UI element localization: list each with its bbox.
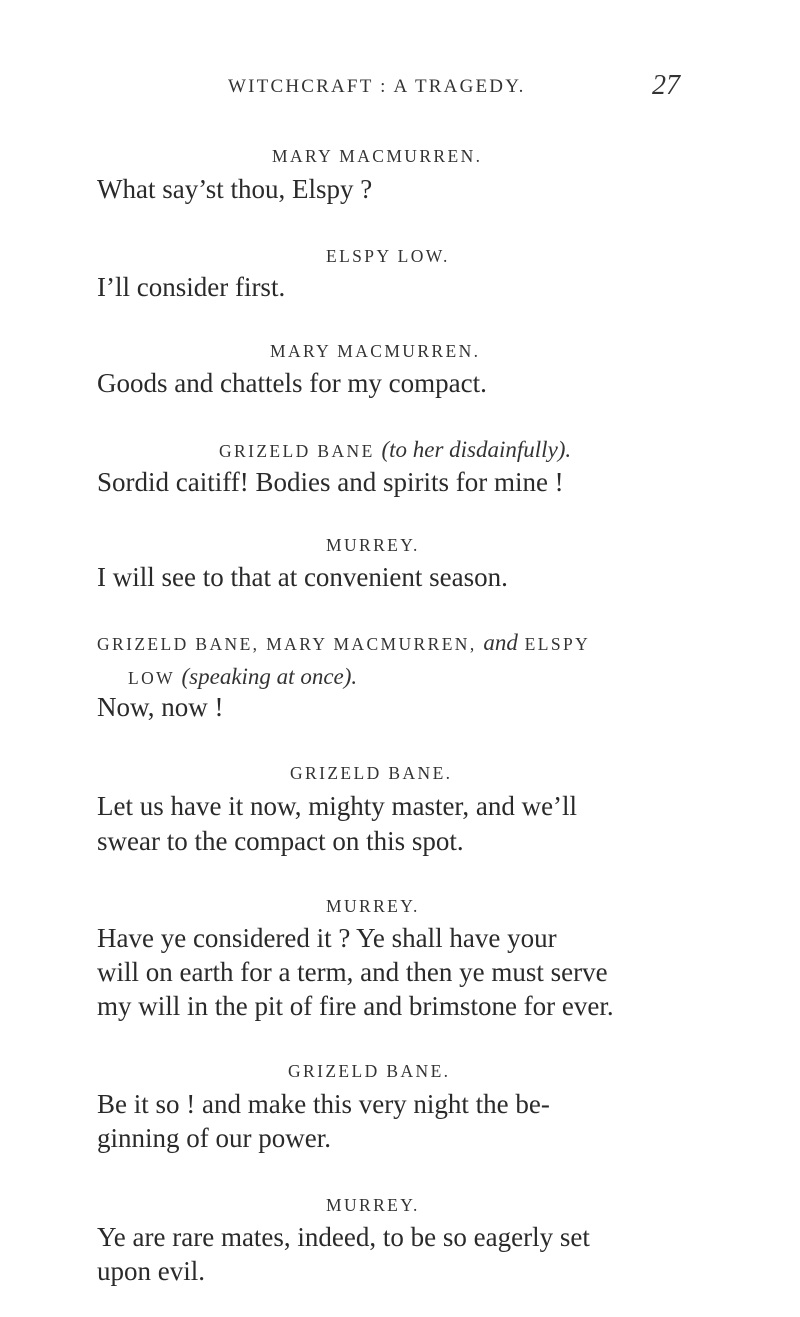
- speaker-conjunction: and: [483, 630, 518, 655]
- dialogue-line: my will in the pit of fire and brimstone for ever.: [97, 991, 614, 1021]
- stage-direction: (to her disdainfully).: [381, 437, 572, 462]
- dialogue-line: upon evil.: [97, 1256, 205, 1286]
- dialogue-line: What say’st thou, Elspy ?: [97, 174, 373, 204]
- running-title: WITCHCRAFT : A TRAGEDY.: [228, 76, 526, 97]
- page-number: 27: [652, 70, 680, 101]
- page-header: [0, 72, 800, 112]
- speaker-name: MURREY.: [326, 1195, 420, 1215]
- dialogue-line: I will see to that at convenient season.: [97, 562, 508, 592]
- speaker-heading: [97, 630, 590, 656]
- dialogue-line: ginning of our power.: [97, 1123, 331, 1153]
- speaker-name: MARY MACMURREN.: [272, 146, 483, 166]
- speaker-name: MARY MACMURREN.: [270, 341, 481, 361]
- speaker-name: LOW: [128, 668, 175, 688]
- dialogue-line: I’ll consider first.: [97, 272, 286, 302]
- dialogue-line: Sordid caitiff! Bodies and spirits for mine !: [97, 467, 564, 497]
- speaker-name: GRIZELD BANE.: [288, 1061, 451, 1081]
- dialogue-line: swear to the compact on this spot.: [97, 826, 464, 856]
- stage-direction: (speaking at once).: [181, 664, 358, 689]
- dialogue-line: Ye are rare mates, indeed, to be so eagerly set: [97, 1222, 590, 1252]
- speaker-name: GRIZELD BANE: [219, 441, 375, 461]
- speaker-name: GRIZELD BANE.: [290, 763, 453, 783]
- dialogue-line: Let us have it now, mighty master, and we’ll: [97, 791, 578, 821]
- dialogue-line: will on earth for a term, and then ye must serve: [97, 957, 608, 987]
- speaker-name: MURREY.: [326, 896, 420, 916]
- speaker-heading: [219, 437, 571, 463]
- speaker-name: ELSPY: [524, 634, 591, 654]
- dialogue-line: Have ye considered it ? Ye shall have your: [97, 923, 557, 953]
- speaker-name: MURREY.: [326, 535, 420, 555]
- dialogue-line: Goods and chattels for my compact.: [97, 368, 487, 398]
- dialogue-line: Be it so ! and make this very night the be-: [97, 1089, 550, 1119]
- speaker-heading: [128, 664, 357, 690]
- speaker-name: ELSPY LOW.: [326, 246, 450, 266]
- dialogue-line: Now, now !: [97, 692, 224, 722]
- speaker-names: GRIZELD BANE, MARY MACMURREN,: [97, 634, 477, 654]
